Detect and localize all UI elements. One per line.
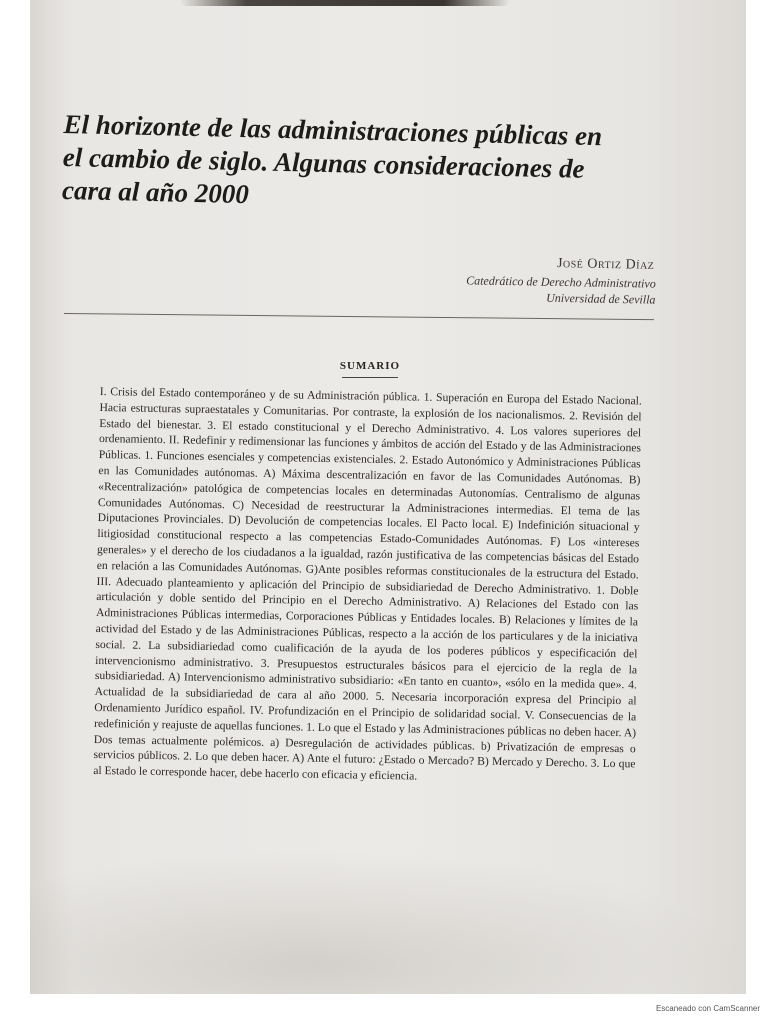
affiliation-university: Universidad de Sevilla (546, 290, 656, 307)
binding-shadow (180, 0, 510, 6)
page-shadow (30, 850, 746, 994)
divider-rule (64, 313, 654, 320)
article-title: El horizonte de las administraciones públicas en el cambio de siglo. Algunas consideraciones de cara al año 2000 (61, 108, 603, 210)
scanner-watermark: Escaneado con CamScanner (655, 1004, 760, 1013)
scanned-page (30, 0, 746, 994)
author-affiliation (466, 272, 656, 307)
summary-heading: SUMARIO (339, 360, 401, 372)
author-name: José Ortiz Díaz (556, 256, 655, 273)
summary-text: I. Crisis del Estado contemporáneo y de su Administración pública. 1. Superación en Europa del Estado Nacional. Hacia estructuras supraestatales y Comunitarias. Por contraste, la explosión de los nacionalismos. 2. Revisión del Estado del bienestar. 3. El estado constitucional y el Derecho Administrativo. 4. Los valores superiores del ordenamiento. II. Redefinir y redimensionar las funciones y ámbitos de acción del Estado y de las Administraciones Públicas. 1. Funciones esenciales y competencias existenciales. 2. Estado Autonómico y Administraciones Públicas en las Comunidades autónomas. A) Máxima descentralización en favor de las Comunidades Autónomas. B) «Recentralización» patológica de competencias locales en determinadas Autonomías. Centralismo de algunas Comunidades Autónomas. C) Necesidad de reestructurar la Administraciones intermedias. El tema de las Diputaciones Provinciales. D) Devolución de competencias locales. El Pacto local. E) Indefinición situacional y litigiosidad constitucional respecto a las competencias Estado-Comunidades Autónomas. F) Los «intereses generales» y el derecho de los ciudadanos a la igualdad, razón justificativa de las competencias básicas del Estado en relación a las Comunidades Autónomas. G)Ante posibles reformas constitucionales de la estructura del Estado. III. Adecuado planteamiento y aplicación del Principio de subsidiariedad de Derecho Administrativo. 1. Doble articulación y doble sentido del Principio en el Derecho Administrativo. A) Relaciones del Estado con las Administraciones Públicas intermedias, Corporaciones Públicas y Entidades locales. B) Relaciones y límites de la actividad del Estado y de las Administraciones Públicas, respecto a la acción de los particulares y de la iniciativa social. 2. La subsidiariedad como cualificación de la ayuda de los poderes públicos y especificación del intervencionismo administrativo. 3. Presupuestos estructurales básicos para el ejercicio de la regla de la subsidiariedad. A) Intervencionismo administrativo subsidiario: «En tanto en cuanto», «sólo en la medida que». 4. Actualidad de la subsidiariedad de cara al año 2000. 5. Necesaria incorporación expresa del Principio al Ordenamiento Jurídico español. IV. Profundización en el Principio de solidaridad social. V. Consecuencias de la redefinición y reajuste de aquellas funciones. 1. Lo que el Estado y las Administraciones públicas no deben hacer. A) Dos temas actualmente polémicos. a) Desregulación de actividades públicas. b) Privatización de empresas o servicios públicos. 2. Lo que deben hacer. A) Ante el futuro: ¿Estado o Mercado? B) Mercado y Derecho. 3. Lo que al Estado le corresponde hacer, debe hacerlo con eficacia y eficiencia. (93, 384, 642, 783)
affiliation-position: Catedrático de Derecho Administrativo (466, 273, 657, 291)
summary-heading-underline (342, 377, 398, 378)
